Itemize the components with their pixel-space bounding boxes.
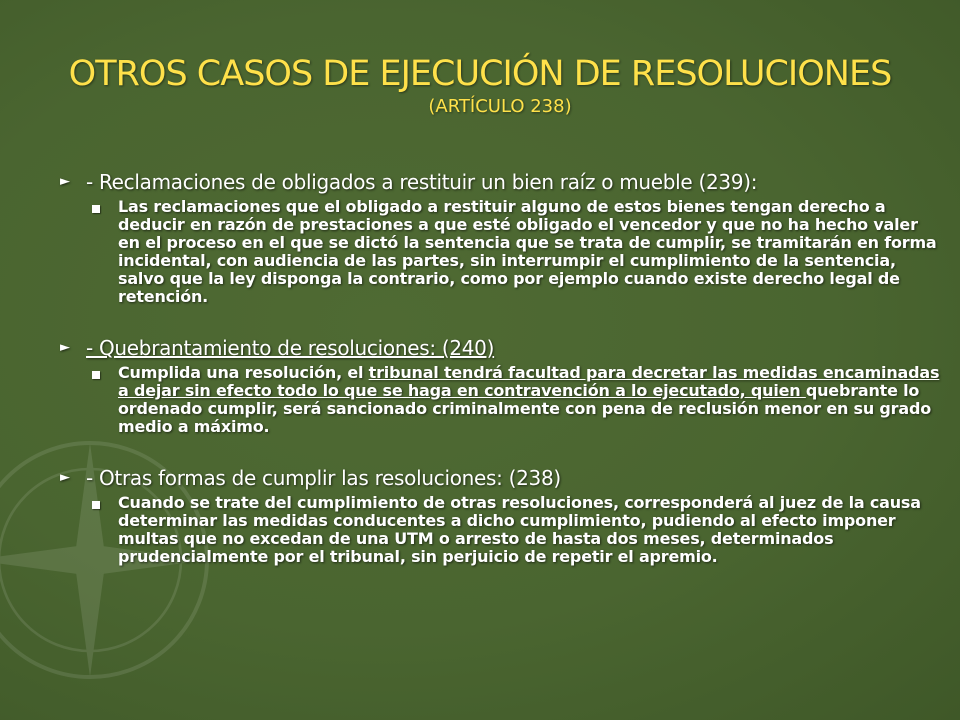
section-body [92, 198, 940, 306]
section-heading [58, 466, 940, 490]
body-text: Las reclamaciones que el obligado a restituir alguno de estos bienes tengan derecho a deducir en razón de prestaciones a que esté obligado el vencedor y que no ha hecho valer en el proceso en el que se dictó la sentencia que se trata de cumplir, se tramitarán en forma incidental, con audiencia de las partes, sin interrumpir el cumplimiento de la sentencia, salvo que la ley disponga la contrario, como por ejemplo cuando existe derecho legal de retención. [118, 197, 937, 306]
section-body [92, 364, 940, 436]
triangle-right-icon: ► [60, 470, 70, 485]
square-bullet-icon [92, 364, 118, 383]
title-block [0, 52, 960, 118]
section-heading [58, 170, 940, 194]
triangle-right-icon: ► [60, 340, 70, 355]
section-quebrantamiento [58, 336, 940, 436]
heading-text: - Reclamaciones de obligados a restituir un bien raíz o mueble (239): [86, 170, 758, 194]
section-reclamaciones [58, 170, 940, 306]
body-rest: quebrante lo ordenado cumplir, será sancionado criminalmente con pena de reclusión menor en su grado medio a máximo. [118, 381, 932, 436]
body-underlined: tribunal tendrá facultad para decretar las medidas encaminadas a dejar sin efecto todo lo que se haga en contravención a lo ejecutado, quien [118, 363, 940, 400]
triangle-right-icon: ► [60, 174, 70, 189]
square-bullet-icon [92, 198, 118, 217]
slide-content [58, 170, 940, 596]
slide-subtitle: (ARTÍCULO 238) [428, 96, 572, 117]
heading-text: - Quebrantamiento de resoluciones: (240) [86, 336, 495, 360]
heading-text: - Otras formas de cumplir las resoluciones: (238) [86, 466, 561, 490]
section-body [92, 494, 940, 566]
square-bullet-icon [92, 494, 118, 513]
section-heading [58, 336, 940, 360]
body-text [118, 364, 940, 436]
slide-title: OTROS CASOS DE EJECUCIÓN DE RESOLUCIONES [68, 54, 892, 94]
body-intro: Cumplida una resolución, el [118, 363, 369, 382]
body-text: Cuando se trate del cumplimiento de otras resoluciones, corresponderá al juez de la causa determinar las medidas conducentes a dicho cumplimiento, pudiendo al efecto imponer multas que no excedan de una UTM o arresto de hasta dos meses, determinados prudencialmente por el tribunal, sin perjuicio de repetir el apremio. [118, 493, 921, 566]
section-otras-formas [58, 466, 940, 566]
